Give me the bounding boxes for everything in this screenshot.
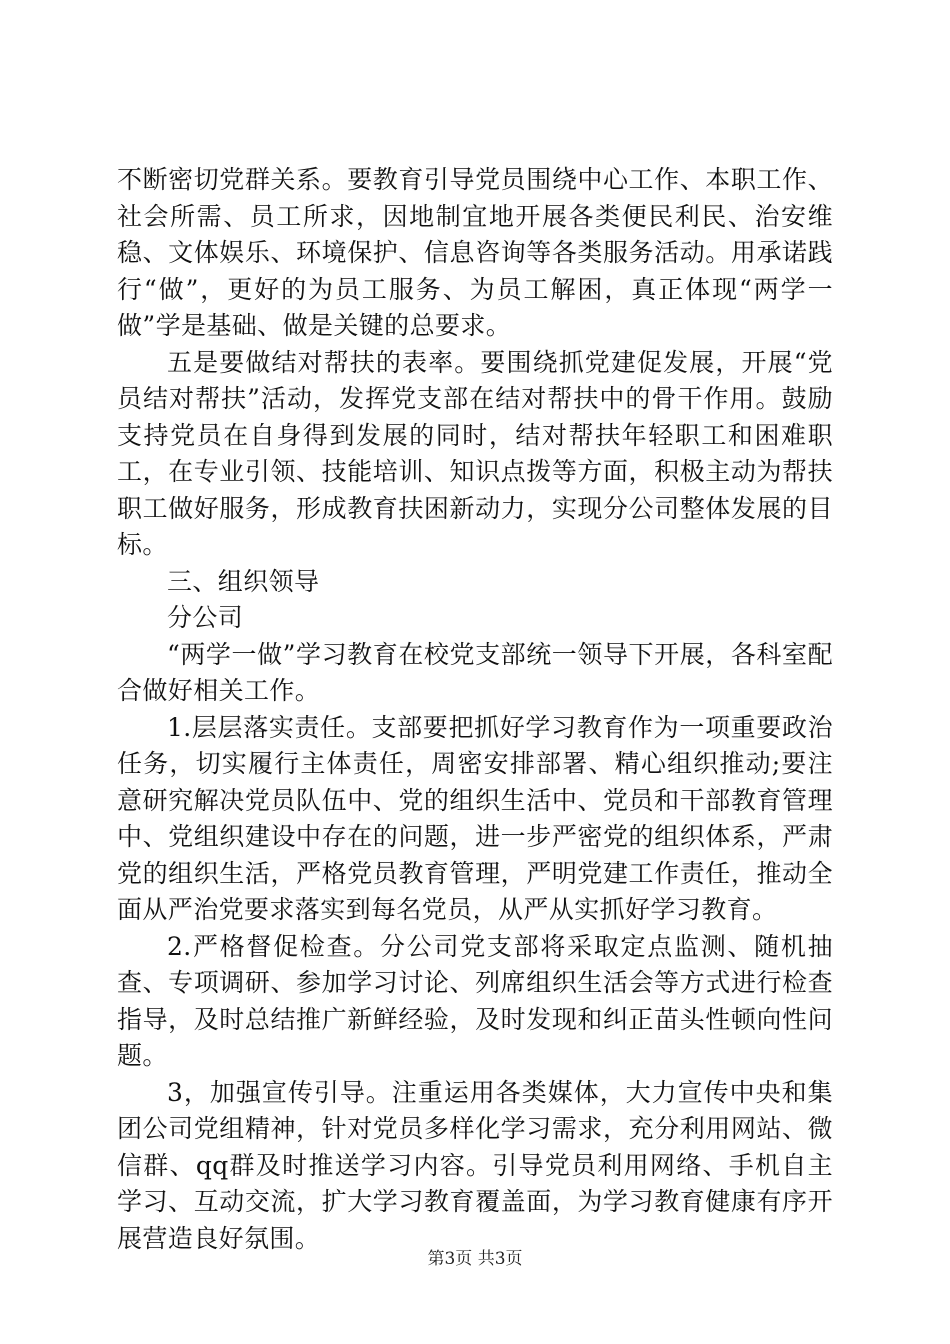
paragraph-item-1: 1.层层落实责任。支部要把抓好学习教育作为一项重要政治任务，切实履行主体责任，周密安排部署、精心组织推动;要注意研究解决党员队伍中、党的组织生活中、党员和干部教育管理中、党组织建设中存在的问题，进一步严密党的组织体系，严肃党的组织生活，严格党员教育管理，严明党建工作责任，推动全面从严治党要求落实到每名党员，从严从实抓好学习教育。: [117, 712, 833, 924]
page-footer: 第3页 共3页: [427, 1249, 523, 1269]
paragraph-item-2: 2.严格督促检查。分公司党支部将采取定点监测、随机抽查、专项调研、参加学习讨论、列席组织生活会等方式进行检查指导，及时总结推广新鲜经验，及时发现和纠正苗头性顿向性问题。: [117, 931, 833, 1070]
document-body: [117, 162, 833, 1257]
paragraph-leadership: “两学一做”学习教育在校党支部统一领导下开展，各科室配合做好相关工作。: [117, 639, 833, 705]
paragraph-continuation: 不断密切党群关系。要教育引导党员围绕中心工作、本职工作、社会所需、员工所求，因地制宜地开展各类便民利民、治安维稳、文体娱乐、环境保护、信息咨询等各类服务活动。用承诺践行“做”，更好的为员工服务、为员工解困，真正体现“两学一做”学是基础、做是关键的总要求。: [117, 165, 833, 340]
section-heading-organization: 三、组织领导: [167, 566, 320, 596]
paragraph-item-3: 3，加强宣传引导。注重运用各类媒体，大力宣传中央和集团公司党组精神，针对党员多样化学习需求，充分利用网站、微信群、qq群及时推送学习内容。引导党员利用网络、手机自主学习、互动交流，扩大学习教育覆盖面，为学习教育健康有序开展营造良好氛围。: [117, 1077, 833, 1253]
paragraph-branch-company: 分公司: [167, 603, 244, 632]
paragraph-pairing-support: 五是要做结对帮扶的表率。要围绕抓党建促发展，开展“党员结对帮扶”活动，发挥党支部在结对帮扶中的骨干作用。鼓励支持党员在自身得到发展的同时，结对帮扶年轻职工和困难职工，在专业引领、技能培训、知识点拨等方面，积极主动为帮扶职工做好服务，形成教育扶困新动力，实现分公司整体发展的目标。: [117, 347, 833, 559]
